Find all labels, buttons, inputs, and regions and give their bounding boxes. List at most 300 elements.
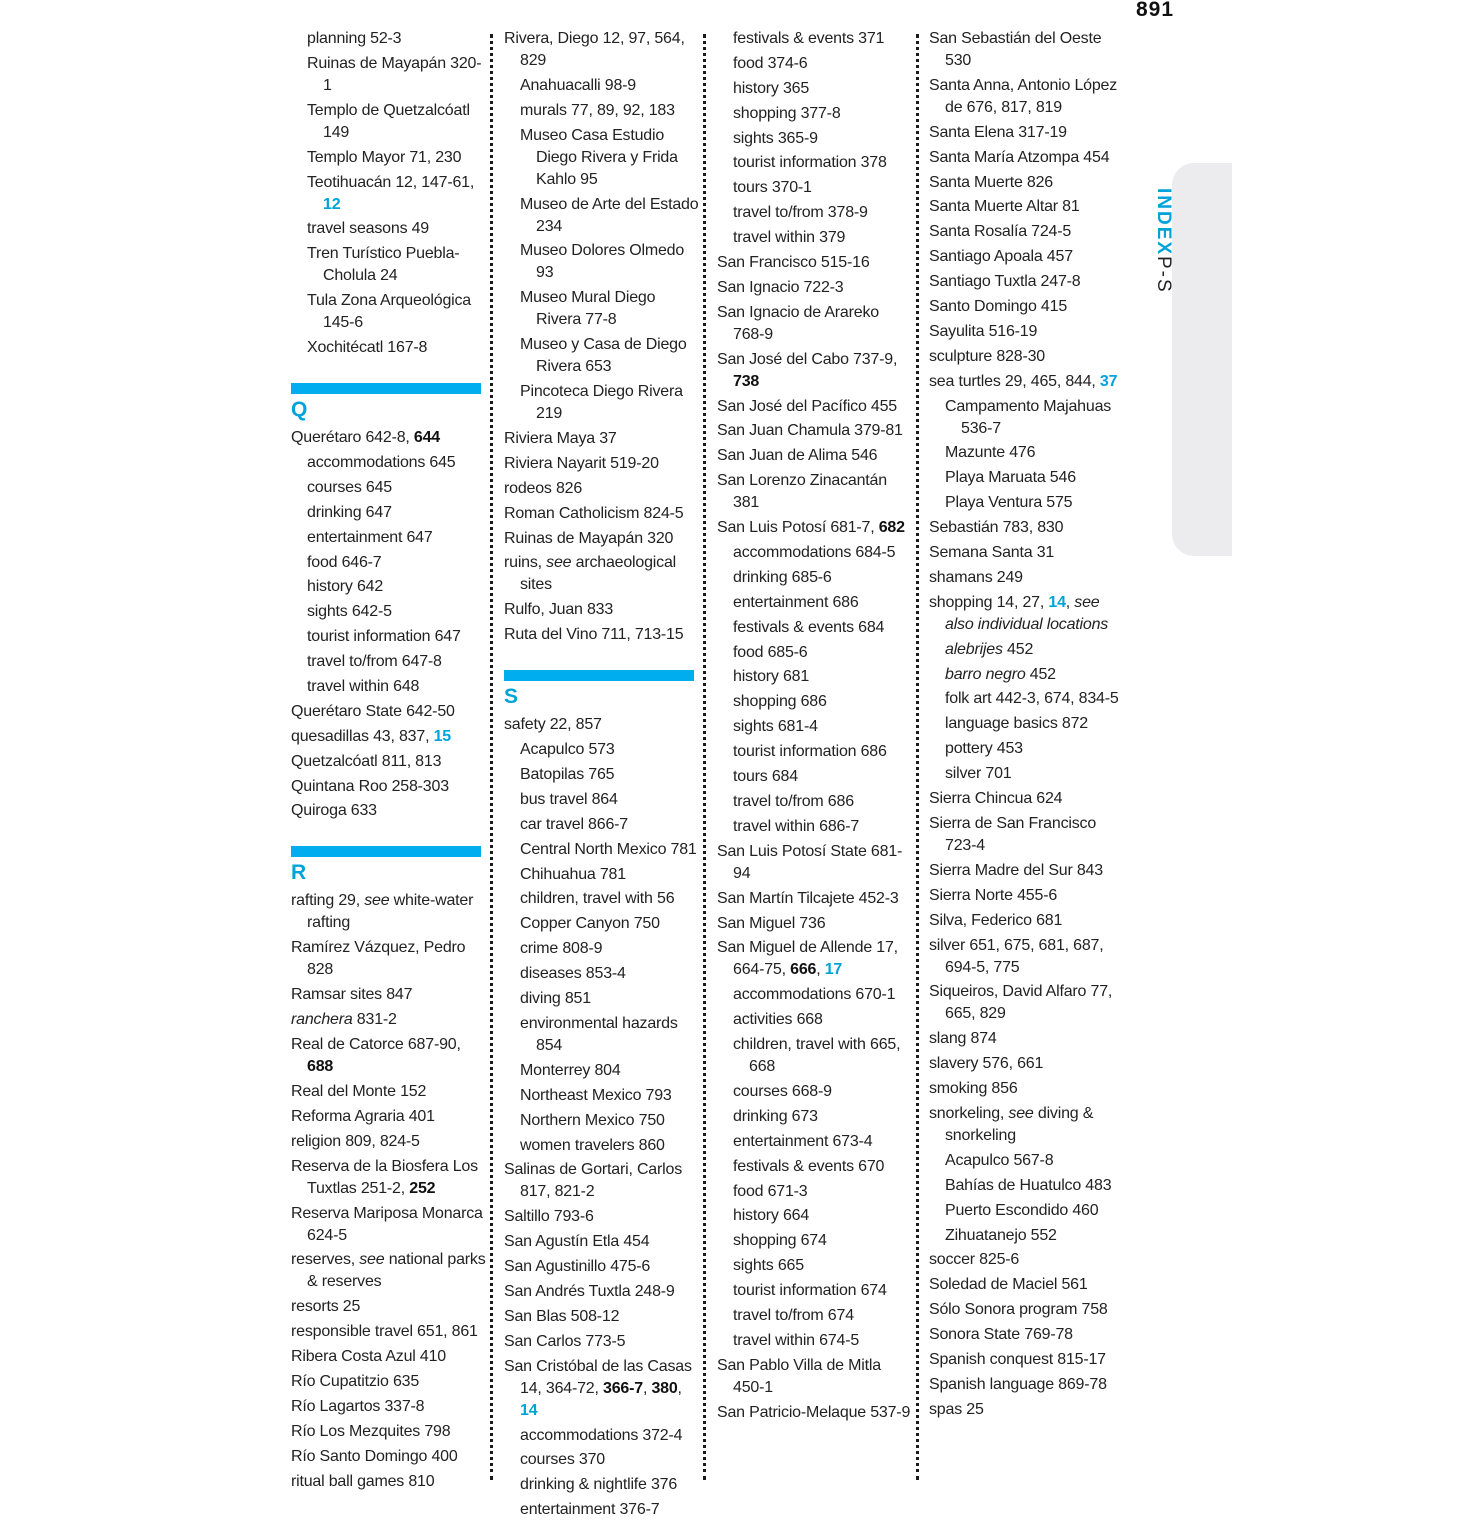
entry-text: diseases 853-4: [520, 965, 626, 983]
index-subentry: [717, 103, 913, 125]
entry-text: 831-2: [352, 1011, 397, 1029]
entry-text: Santo Domingo 415: [929, 298, 1068, 316]
index-entry: [929, 1274, 1129, 1296]
index-subentry: [717, 1009, 913, 1031]
entry-text: accommodations 684-5: [733, 544, 896, 562]
index-subentry: [929, 396, 1129, 440]
index-entry: [291, 1421, 486, 1443]
index-subentry: [717, 1181, 913, 1203]
index-entry: [929, 271, 1129, 293]
entry-text: Zihuatanejo 552: [945, 1226, 1057, 1244]
entry-text: San Carlos 773-5: [504, 1332, 626, 1350]
entry-text: diving 851: [520, 990, 591, 1008]
entry-text: Río Lagartos 337-8: [291, 1397, 425, 1415]
entry-text: festivals & events 684: [733, 618, 885, 636]
index-subentry: [929, 1175, 1129, 1197]
index-subentry: [504, 194, 700, 238]
entry-text: accommodations 645: [307, 454, 456, 472]
entry-text: accommodations 372-4: [520, 1426, 683, 1444]
entry-text: Ruinas de Mayapán 320-1: [307, 54, 482, 94]
entry-text: courses 668-9: [733, 1082, 832, 1100]
index-entry: [717, 1402, 913, 1424]
entry-text: Reserva de la Biosfera Los Tuxtlas 251-2,: [291, 1157, 478, 1197]
entry-text: Teotihuacán 12, 147-61,: [307, 173, 475, 191]
entry-text: religion 809, 824-5: [291, 1132, 420, 1150]
index-subentry: [929, 1150, 1129, 1172]
entry-text: Quetzalcóatl 811, 813: [291, 752, 442, 770]
index-subentry: [717, 53, 913, 75]
entry-text: car travel 866-7: [520, 815, 628, 833]
index-subentry: [717, 1230, 913, 1252]
index-entry: [291, 1396, 486, 1418]
entry-text: Siqueiros, David Alfaro 77, 665, 829: [929, 983, 1113, 1023]
entry-text: tourist information 686: [733, 743, 887, 761]
index-entry: [291, 701, 486, 723]
entry-text: history 664: [733, 1207, 810, 1225]
index-subentry: [504, 287, 700, 331]
entry-text: Ruta del Vino 711, 713-15: [504, 626, 684, 644]
index-entry: [504, 453, 700, 475]
entry-text: Batopilas 765: [520, 766, 615, 784]
index-entry: [291, 1156, 486, 1200]
index-subentry: [291, 337, 486, 359]
entry-text: Querétaro 642-8,: [291, 429, 414, 447]
entry-text: San Martín Tilcajete 452-3: [717, 889, 899, 907]
entry-text: Riviera Nayarit 519-20: [504, 454, 659, 472]
map-page-ref: 15: [433, 727, 451, 745]
index-entry: [929, 75, 1129, 119]
entry-text: tours 684: [733, 768, 798, 786]
entry-text: quesadillas 43, 837,: [291, 727, 434, 745]
index-subentry: [717, 791, 913, 813]
index-entry: [929, 246, 1129, 268]
index-subentry: [929, 1200, 1129, 1222]
entry-text: 452: [1002, 640, 1034, 658]
entry-text: snorkeling,: [929, 1104, 1009, 1122]
index-entry: [504, 428, 700, 450]
main-page-ref: 366-7: [603, 1379, 643, 1397]
entry-text: women travelers 860: [520, 1136, 665, 1154]
index-subentry: [504, 764, 700, 786]
index-subentry: [717, 816, 913, 838]
entry-text: Ramsar sites 847: [291, 986, 413, 1004]
index-entry: [717, 349, 913, 393]
index-subentry: [504, 888, 700, 910]
map-page-ref: 37: [1099, 372, 1118, 390]
entry-text: shopping 377-8: [733, 104, 841, 122]
entry-text: food 685-6: [733, 643, 808, 661]
entry-text: tourist information 378: [733, 154, 887, 172]
main-page-ref: 380: [651, 1379, 678, 1397]
index-entry: [504, 1356, 700, 1422]
index-entry: [291, 984, 486, 1006]
entry-text: Semana Santa 31: [929, 544, 1055, 562]
section-bar: [291, 383, 481, 394]
entry-text: Santa Anna, Antonio López de 676, 817, 819: [929, 76, 1118, 116]
index-subentry: [504, 100, 700, 122]
index-entry: [929, 1103, 1129, 1147]
index-subentry: [929, 664, 1129, 686]
entry-text: San Miguel de Allende 17, 664-75,: [717, 939, 898, 979]
entry-text: Sebastián 783, 830: [929, 519, 1064, 537]
map-page-ref: 12: [323, 195, 341, 213]
entry-text: Sierra de San Francisco 723-4: [929, 814, 1097, 854]
entry-text: Reserva Mariposa Monarca 624-5: [291, 1204, 483, 1244]
entry-text: resorts 25: [291, 1298, 361, 1316]
index-entry: [291, 800, 486, 822]
entry-text: Puerto Escondido 460: [945, 1201, 1099, 1219]
entry-text: Templo de Quetzalcóatl 149: [307, 101, 470, 141]
entry-text: travel to/from 674: [733, 1306, 854, 1324]
index-subentry: [717, 1280, 913, 1302]
index-entry: [929, 910, 1129, 932]
index-entry: [929, 321, 1129, 343]
map-page-ref: 14: [520, 1401, 538, 1419]
section-letter: R: [291, 861, 306, 885]
entry-text: travel to/from 686: [733, 792, 854, 810]
entry-text: Roman Catholicism 824-5: [504, 504, 684, 522]
entry-text: murals 77, 89, 92, 183: [520, 101, 675, 119]
entry-text: Reforma Agraria 401: [291, 1107, 435, 1125]
entry-text: shopping 674: [733, 1232, 827, 1250]
index-entry: [291, 1203, 486, 1247]
entry-text: safety 22, 857: [504, 716, 602, 734]
entry-text: drinking 685-6: [733, 568, 832, 586]
index-subentry: [504, 1013, 700, 1057]
index-entry: [929, 346, 1129, 368]
entry-text: Santiago Tuxtla 247-8: [929, 273, 1081, 291]
index-entry: [504, 1231, 700, 1253]
index-side-label: [1152, 188, 1174, 294]
entry-text: Santa Muerte 826: [929, 173, 1053, 191]
entry-text: Real del Monte 152: [291, 1082, 427, 1100]
index-subentry: [717, 984, 913, 1006]
index-column-2: [504, 28, 700, 1524]
index-entry: [291, 427, 486, 449]
index-subentry: [504, 1135, 700, 1157]
entry-text: ,: [642, 1379, 652, 1397]
entry-text: San Francisco 515-16: [717, 254, 870, 272]
index-subentry: [717, 1305, 913, 1327]
entry-text: shopping 686: [733, 693, 827, 711]
entry-text: ,: [677, 1379, 682, 1397]
index-subentry: [504, 75, 700, 97]
entry-text: San José del Cabo 737-9,: [717, 350, 898, 368]
entry-text: Spanish language 869-78: [929, 1375, 1107, 1393]
index-entry: [717, 420, 913, 442]
index-entry: [504, 552, 700, 596]
index-subentry: [291, 100, 486, 144]
index-subentry: [504, 938, 700, 960]
index-subentry: [504, 1499, 700, 1521]
entry-text: ,: [816, 961, 825, 979]
index-entry: [504, 1206, 700, 1228]
entry-text: Acapulco 567-8: [945, 1151, 1054, 1169]
entry-text: sights 681-4: [733, 718, 818, 736]
index-entry: [717, 1355, 913, 1399]
main-page-ref: 252: [409, 1179, 436, 1197]
index-subentry: [717, 741, 913, 763]
index-subentry: [291, 147, 486, 169]
entry-text: 452: [1025, 665, 1056, 683]
index-entry: [504, 714, 700, 736]
index-entry: [717, 841, 913, 885]
entry-text: Copper Canyon 750: [520, 915, 660, 933]
index-entry: [929, 122, 1129, 144]
main-page-ref: 682: [878, 519, 905, 537]
entry-text: Ramírez Vázquez, Pedro 828: [291, 939, 466, 979]
index-subentry: [717, 642, 913, 664]
index-subentry: [929, 467, 1129, 489]
index-entry: [929, 788, 1129, 810]
entry-text: sights 365-9: [733, 129, 818, 147]
index-subentry: [504, 1060, 700, 1082]
index-subentry: [291, 576, 486, 598]
entry-text: festivals & events 371: [733, 30, 885, 47]
entry-text: travel within 379: [733, 229, 846, 247]
index-subentry: [717, 1330, 913, 1352]
index-entry: [717, 888, 913, 910]
entry-text: Santiago Apoala 457: [929, 248, 1073, 266]
entry-text: travel within 674-5: [733, 1331, 860, 1349]
index-subentry: [717, 152, 913, 174]
index-entry: [929, 1053, 1129, 1075]
index-subentry: [504, 739, 700, 761]
entry-text: smoking 856: [929, 1080, 1018, 1098]
entry-text: shamans 249: [929, 568, 1023, 586]
entry-text: sights 665: [733, 1257, 804, 1275]
entry-text: food 374-6: [733, 54, 808, 72]
index-entry: [504, 1159, 700, 1203]
index-subentry: [291, 676, 486, 698]
index-entry: [504, 1331, 700, 1353]
entry-text: Salinas de Gortari, Carlos 817, 821-2: [504, 1161, 682, 1201]
entry-text: reserves,: [291, 1251, 360, 1269]
entry-text: Sierra Madre del Sur 843: [929, 861, 1103, 879]
index-subentry: [504, 1474, 700, 1496]
entry-text: national parks & reserves: [307, 1251, 486, 1291]
index-subentry: [504, 864, 700, 886]
entry-text: San Agustinillo 475-6: [504, 1258, 651, 1276]
entry-text: Monterrey 804: [520, 1061, 621, 1079]
entry-text: Tren Turístico Puebla-Cholula 24: [307, 245, 460, 285]
index-entry: [291, 1131, 486, 1153]
entry-text: ruins,: [504, 554, 547, 572]
entry-text: bus travel 864: [520, 790, 618, 808]
entry-text: Chihuahua 781: [520, 865, 626, 883]
index-subentry: [504, 963, 700, 985]
entry-text: Rulfo, Juan 833: [504, 601, 614, 619]
entry-text: accommodations 670-1: [733, 986, 896, 1004]
index-entry: [929, 592, 1129, 636]
entry-text: Sólo Sonora program 758: [929, 1301, 1108, 1319]
index-column-3: [717, 28, 913, 1427]
entry-text: language basics 872: [945, 715, 1088, 733]
index-entry: [291, 751, 486, 773]
entry-text: Sayulita 516-19: [929, 322, 1038, 340]
index-subentry: [504, 789, 700, 811]
entry-text: San Luis Potosí 681-7,: [717, 519, 879, 537]
entry-text: tours 370-1: [733, 179, 812, 197]
main-page-ref: 688: [307, 1058, 334, 1076]
index-subentry: [717, 766, 913, 788]
entry-text: barro negro: [945, 665, 1026, 683]
entry-text: Northern Mexico 750: [520, 1111, 665, 1129]
entry-text: pottery 453: [945, 740, 1023, 758]
index-entry: [291, 1034, 486, 1078]
index-entry: [717, 396, 913, 418]
entry-text: travel seasons 49: [307, 220, 430, 238]
index-subentry: [717, 128, 913, 150]
index-subentry: [717, 691, 913, 713]
index-entry: [929, 1028, 1129, 1050]
entry-text: shopping 14, 27,: [929, 593, 1049, 611]
index-entry: [929, 172, 1129, 194]
entry-text: travel within 686-7: [733, 817, 860, 835]
entry-text: Santa Rosalía 724-5: [929, 223, 1072, 241]
entry-text: San Sebastián del Oeste 530: [929, 30, 1102, 69]
section-letter: S: [504, 685, 518, 709]
entry-text: San Luis Potosí State 681-94: [717, 842, 903, 882]
index-subentry: [291, 626, 486, 648]
index-entry: [717, 937, 913, 981]
entry-text: San Andrés Tuxtla 248-9: [504, 1282, 675, 1300]
index-subentry: [291, 172, 486, 216]
index-entry: [291, 1106, 486, 1128]
index-subentry: [504, 814, 700, 836]
entry-text: rodeos 826: [504, 479, 583, 497]
main-page-ref: 644: [413, 429, 441, 447]
entry-text: Pincoteca Diego Rivera 219: [520, 383, 683, 423]
index-entry: [929, 567, 1129, 589]
entry-text: see: [364, 892, 390, 910]
index-entry: [504, 478, 700, 500]
index-subentry: [504, 334, 700, 378]
index-entry: [291, 1249, 486, 1293]
entry-text: Santa María Atzompa 454: [929, 148, 1110, 166]
index-entry: [929, 885, 1129, 907]
entry-text: Northeast Mexico 793: [520, 1086, 672, 1104]
entry-text: Rivera, Diego 12, 97, 564, 829: [504, 30, 685, 69]
entry-text: Museo Dolores Olmedo 93: [520, 242, 685, 282]
index-entry: [504, 624, 700, 646]
entry-text: responsible travel 651, 861: [291, 1323, 478, 1341]
entry-text: San Ignacio de Arareko 768-9: [717, 303, 879, 343]
entry-text: Ruinas de Mayapán 320: [504, 529, 674, 547]
index-entry: [291, 1371, 486, 1393]
index-subentry: [929, 713, 1129, 735]
entry-text: Bahías de Huatulco 483: [945, 1176, 1112, 1194]
entry-text: travel to/from 378-9: [733, 204, 868, 222]
entry-text: Real de Catorce 687-90,: [291, 1036, 461, 1054]
main-page-ref: 666: [790, 961, 817, 979]
entry-text: see also individual locations: [945, 593, 1109, 633]
entry-text: Soledad de Maciel 561: [929, 1276, 1088, 1294]
entry-text: crime 808-9: [520, 940, 603, 958]
section-header: [504, 670, 700, 710]
entry-text: white-water rafting: [307, 892, 474, 932]
entry-text: folk art 442-3, 674, 834-5: [945, 690, 1119, 708]
index-entry: [717, 470, 913, 514]
index-entry: [504, 1281, 700, 1303]
index-subentry: [291, 527, 486, 549]
entry-text: diving & snorkeling: [945, 1104, 1094, 1144]
index-subentry: [291, 452, 486, 474]
entry-text: slavery 576, 661: [929, 1055, 1044, 1073]
index-entry: [929, 1374, 1129, 1396]
entry-text: planning 52-3: [307, 30, 402, 47]
index-entry: [291, 1471, 486, 1493]
entry-text: San Ignacio 722-3: [717, 278, 844, 296]
entry-text: entertainment 647: [307, 528, 433, 546]
entry-text: food 671-3: [733, 1182, 808, 1200]
entry-text: travel to/from 647-8: [307, 653, 442, 671]
index-subentry: [291, 601, 486, 623]
entry-text: San Miguel 736: [717, 914, 826, 932]
index-entry: [504, 599, 700, 621]
index-entry: [929, 1078, 1129, 1100]
entry-text: San Agustín Etla 454: [504, 1233, 650, 1251]
index-subentry: [717, 592, 913, 614]
entry-text: see: [359, 1251, 385, 1269]
entry-text: Anahuacalli 98-9: [520, 76, 636, 94]
index-tab-range: P-S: [1153, 256, 1174, 294]
entry-text: courses 645: [307, 478, 392, 496]
entry-text: San Juan Chamula 379-81: [717, 422, 903, 440]
index-subentry: [717, 666, 913, 688]
entry-text: environmental hazards 854: [520, 1014, 678, 1054]
index-subentry: [929, 639, 1129, 661]
map-page-ref: 14: [1048, 593, 1066, 611]
index-entry: [929, 1349, 1129, 1371]
index-column-1: [291, 28, 486, 1495]
entry-text: San Patricio-Melaque 537-9: [717, 1403, 911, 1421]
entry-text: Ribera Costa Azul 410: [291, 1348, 447, 1366]
index-entry: [717, 517, 913, 539]
index-column-4: [929, 28, 1129, 1424]
index-entry: [929, 1299, 1129, 1321]
entry-text: festivals & events 670: [733, 1157, 885, 1175]
entry-text: Museo y Casa de Diego Rivera 653: [520, 336, 687, 376]
entry-text: drinking 673: [733, 1107, 818, 1125]
index-entry: [929, 296, 1129, 318]
entry-text: rafting 29,: [291, 892, 365, 910]
entry-text: children, travel with 665, 668: [733, 1036, 901, 1076]
entry-text: San Cristóbal de las Casas 14, 364-72,: [504, 1357, 692, 1397]
section-header: [291, 383, 486, 423]
index-subentry: [717, 1034, 913, 1078]
index-subentry: [717, 617, 913, 639]
index-subentry: [504, 839, 700, 861]
index-entry: [929, 813, 1129, 857]
index-entry: [291, 1009, 486, 1031]
index-subentry: [504, 1085, 700, 1107]
entry-text: archaeological sites: [520, 554, 677, 594]
page-number: 891: [1136, 0, 1175, 21]
entry-text: entertainment 686: [733, 593, 859, 611]
map-page-ref: 17: [824, 961, 843, 979]
entry-text: entertainment 376-7: [520, 1501, 660, 1519]
entry-text: sea turtles 29, 465, 844,: [929, 372, 1100, 390]
entry-text: drinking & nightlife 376: [520, 1476, 678, 1494]
section-bar: [504, 670, 694, 681]
index-entry: [929, 1324, 1129, 1346]
entry-text: history 642: [307, 578, 384, 596]
entry-text: San José del Pacífico 455: [717, 397, 898, 415]
section-header: [291, 846, 486, 886]
entry-text: Campamento Majahuas 536-7: [945, 397, 1112, 437]
index-entry: [717, 913, 913, 935]
